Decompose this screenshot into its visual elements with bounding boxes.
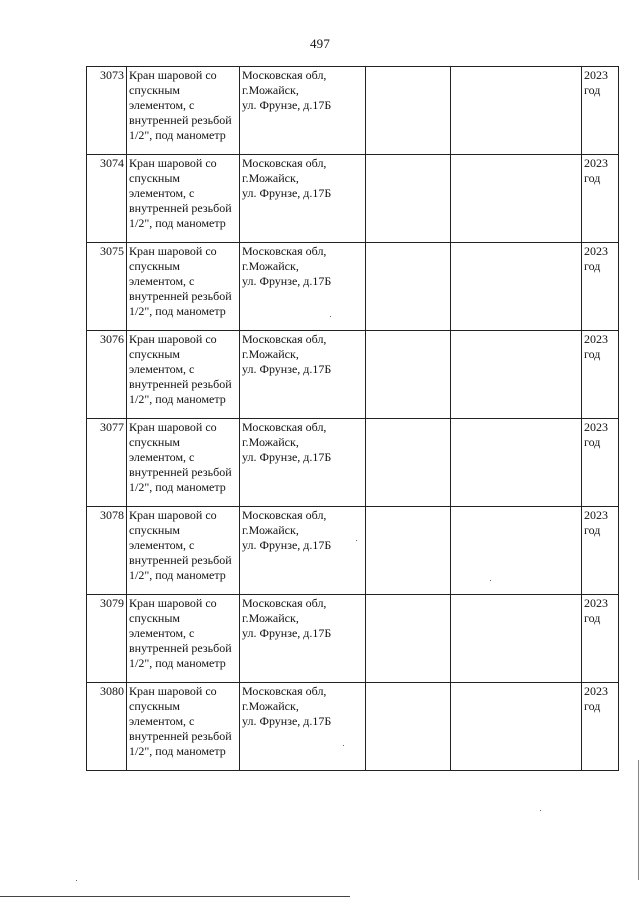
address-cell [240, 595, 366, 683]
year-cell [582, 243, 619, 331]
scan-bottom-rule [0, 896, 350, 897]
registry-table [86, 66, 619, 771]
year-line: 2023 [584, 420, 608, 434]
address-cell [240, 331, 366, 419]
address-line: ул. Фрунзе, д.17Б [242, 362, 332, 376]
address-line: ул. Фрунзе, д.17Б [242, 714, 332, 728]
table-row [87, 507, 619, 595]
empty-cell [451, 331, 582, 419]
row-number-cell: 3076 [87, 331, 127, 419]
year-cell [582, 67, 619, 155]
year-line: 2023 [584, 596, 608, 610]
item-name-cell: Кран шаровой со спускным элементом, с внутренней резьбой 1/2", под манометр [127, 67, 240, 155]
address-line: г.Можайск, [242, 83, 299, 97]
scan-edge-mark [638, 760, 639, 880]
page-number: 497 [309, 36, 331, 51]
item-name-cell: Кран шаровой со спускным элементом, с внутренней резьбой 1/2", под манометр [127, 155, 240, 243]
table-row [87, 155, 619, 243]
address-line: ул. Фрунзе, д.17Б [242, 98, 332, 112]
address-line: г.Можайск, [242, 347, 299, 361]
year-line: год [584, 259, 601, 273]
empty-cell [451, 419, 582, 507]
row-number-cell: 3079 [87, 595, 127, 683]
year-line: год [584, 171, 601, 185]
year-line: 2023 [584, 244, 608, 258]
table-row [87, 683, 619, 771]
year-cell [582, 155, 619, 243]
year-line: 2023 [584, 508, 608, 522]
year-cell [582, 595, 619, 683]
address-line: Московская обл, [242, 156, 327, 170]
item-name-cell: Кран шаровой со спускным элементом, с внутренней резьбой 1/2", под манометр [127, 419, 240, 507]
address-line: ул. Фрунзе, д.17Б [242, 450, 332, 464]
empty-cell [366, 243, 451, 331]
row-number-cell: 3078 [87, 507, 127, 595]
address-line: г.Можайск, [242, 699, 299, 713]
scan-speck [343, 745, 344, 746]
year-cell [582, 331, 619, 419]
empty-cell [366, 155, 451, 243]
address-line: Московская обл, [242, 420, 327, 434]
year-cell [582, 507, 619, 595]
scan-speck [76, 880, 77, 881]
item-name-cell: Кран шаровой со спускным элементом, с внутренней резьбой 1/2", под манометр [127, 243, 240, 331]
table-row [87, 595, 619, 683]
address-cell [240, 507, 366, 595]
year-line: 2023 [584, 156, 608, 170]
table-row [87, 331, 619, 419]
address-line: ул. Фрунзе, д.17Б [242, 538, 332, 552]
address-cell [240, 683, 366, 771]
row-number-cell: 3077 [87, 419, 127, 507]
empty-cell [366, 507, 451, 595]
row-number-cell: 3080 [87, 683, 127, 771]
address-line: г.Можайск, [242, 435, 299, 449]
table-row [87, 419, 619, 507]
year-line: год [584, 611, 601, 625]
empty-cell [451, 155, 582, 243]
address-cell [240, 67, 366, 155]
year-line: 2023 [584, 332, 608, 346]
address-line: Московская обл, [242, 596, 327, 610]
row-number-cell: 3073 [87, 67, 127, 155]
empty-cell [366, 595, 451, 683]
scan-speck [540, 810, 541, 811]
address-line: Московская обл, [242, 332, 327, 346]
table-row [87, 67, 619, 155]
address-line: г.Можайск, [242, 171, 299, 185]
address-line: ул. Фрунзе, д.17Б [242, 274, 332, 288]
empty-cell [451, 67, 582, 155]
year-cell [582, 683, 619, 771]
empty-cell [451, 595, 582, 683]
year-line: 2023 [584, 68, 608, 82]
address-line: Московская обл, [242, 244, 327, 258]
item-name-cell: Кран шаровой со спускным элементом, с внутренней резьбой 1/2", под манометр [127, 683, 240, 771]
item-name-cell: Кран шаровой со спускным элементом, с внутренней резьбой 1/2", под манометр [127, 595, 240, 683]
table-row [87, 243, 619, 331]
address-line: г.Можайск, [242, 611, 299, 625]
address-line: ул. Фрунзе, д.17Б [242, 626, 332, 640]
empty-cell [366, 331, 451, 419]
year-cell [582, 419, 619, 507]
year-line: год [584, 523, 601, 537]
item-name-cell: Кран шаровой со спускным элементом, с внутренней резьбой 1/2", под манометр [127, 507, 240, 595]
empty-cell [451, 243, 582, 331]
address-line: Московская обл, [242, 684, 327, 698]
empty-cell [366, 67, 451, 155]
empty-cell [451, 683, 582, 771]
scan-speck [330, 316, 331, 317]
address-line: Московская обл, [242, 68, 327, 82]
year-line: год [584, 435, 601, 449]
address-line: г.Можайск, [242, 523, 299, 537]
year-line: год [584, 699, 601, 713]
address-line: Московская обл, [242, 508, 327, 522]
year-line: 2023 [584, 684, 608, 698]
address-cell [240, 243, 366, 331]
address-cell [240, 155, 366, 243]
item-name-cell: Кран шаровой со спускным элементом, с внутренней резьбой 1/2", под манометр [127, 331, 240, 419]
address-line: ул. Фрунзе, д.17Б [242, 186, 332, 200]
address-line: г.Можайск, [242, 259, 299, 273]
empty-cell [451, 507, 582, 595]
address-cell [240, 419, 366, 507]
row-number-cell: 3074 [87, 155, 127, 243]
empty-cell [366, 419, 451, 507]
year-line: год [584, 347, 601, 361]
scan-speck [356, 540, 357, 541]
scan-speck [490, 580, 491, 581]
registry-table-body [87, 67, 619, 771]
year-line: год [584, 83, 601, 97]
empty-cell [366, 683, 451, 771]
row-number-cell: 3075 [87, 243, 127, 331]
